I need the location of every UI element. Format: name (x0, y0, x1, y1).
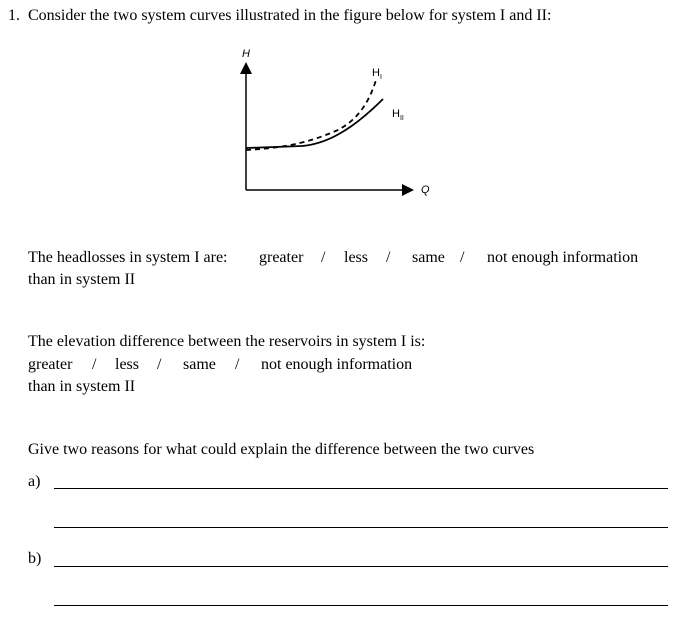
option-separator: / (460, 249, 465, 266)
reason-a-answer-line-1[interactable] (54, 488, 668, 489)
elevation-tail: than in system II (28, 378, 136, 395)
elevation-option-greater[interactable]: greater (28, 356, 73, 373)
elevation-stem: The elevation difference between the reservoirs in system I is: (28, 333, 426, 350)
headloss-option-greater[interactable]: greater (259, 249, 304, 266)
question-number: 1. (8, 7, 20, 24)
headloss-tail: than in system II (28, 271, 136, 288)
option-separator: / (157, 356, 162, 373)
reason-b-label: b) (28, 550, 42, 567)
x-axis-label: Q (421, 184, 430, 196)
reason-b-answer-line-2[interactable] (54, 605, 668, 606)
option-separator: / (321, 249, 326, 266)
headloss-stem: The headlosses in system I are: (28, 249, 228, 266)
elevation-option-same[interactable]: same (183, 356, 216, 373)
curve-h2-label: $H_{II}$ (392, 108, 404, 122)
option-separator: / (235, 356, 240, 373)
headloss-option-same[interactable]: same (412, 249, 445, 266)
question-prompt: Consider the two system curves illustrated in the figure below for system I and II: (28, 7, 552, 24)
reasons-stem: Give two reasons for what could explain the difference between the two curves (28, 441, 535, 458)
system-curves-figure (230, 42, 450, 202)
reason-b-answer-line-1[interactable] (54, 566, 668, 567)
option-separator: / (386, 249, 391, 266)
reason-a-label: a) (28, 473, 41, 490)
curve-h2 (246, 99, 383, 148)
elevation-option-less[interactable]: less (115, 356, 139, 373)
reason-a-answer-line-2[interactable] (54, 527, 668, 528)
curve-h1 (246, 80, 376, 150)
elevation-option-not-enough-info[interactable]: not enough information (261, 356, 413, 373)
headloss-option-not-enough-info[interactable]: not enough information (487, 249, 639, 266)
headloss-option-less[interactable]: less (344, 249, 368, 266)
y-axis-label: H (242, 48, 250, 60)
curve-h1-label: $H_I$ (372, 67, 382, 81)
option-separator: / (92, 356, 97, 373)
